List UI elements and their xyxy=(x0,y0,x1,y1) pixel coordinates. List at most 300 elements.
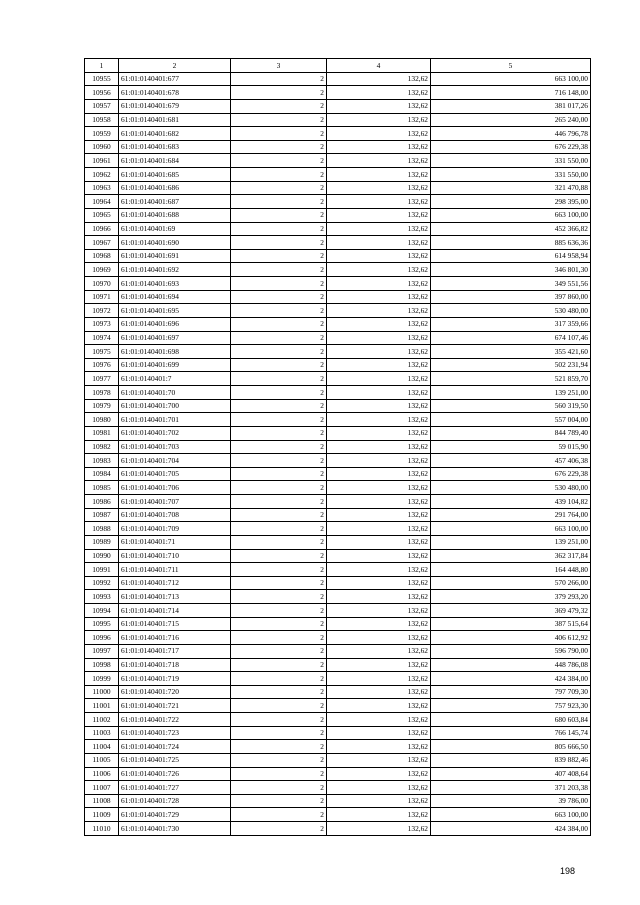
cell-col-3: 2 xyxy=(231,467,327,481)
row-number: 10999 xyxy=(85,672,119,686)
row-number: 10972 xyxy=(85,304,119,318)
table-row xyxy=(85,208,591,222)
cadastral-number: 61:01:0140401:687 xyxy=(119,195,231,209)
cell-col-4: 132,62 xyxy=(327,222,431,236)
cell-col-3: 2 xyxy=(231,317,327,331)
cadastral-number: 61:01:0140401:701 xyxy=(119,413,231,427)
cell-col-4: 132,62 xyxy=(327,440,431,454)
cell-col-4: 132,62 xyxy=(327,672,431,686)
header-col-2: 2 xyxy=(119,59,231,73)
table-row xyxy=(85,413,591,427)
table-row xyxy=(85,672,591,686)
row-number: 10966 xyxy=(85,222,119,236)
cell-col-4: 132,62 xyxy=(327,208,431,222)
cell-col-4: 132,62 xyxy=(327,563,431,577)
cadastral-number: 61:01:0140401:723 xyxy=(119,726,231,740)
cell-col-5: 530 480,00 xyxy=(431,304,591,318)
cell-col-4: 132,62 xyxy=(327,195,431,209)
table-row xyxy=(85,331,591,345)
cell-col-5: 349 551,56 xyxy=(431,277,591,291)
cadastral-number: 61:01:0140401:684 xyxy=(119,154,231,168)
cadastral-number: 61:01:0140401:708 xyxy=(119,508,231,522)
cell-col-4: 132,62 xyxy=(327,454,431,468)
row-number: 10974 xyxy=(85,331,119,345)
cell-col-5: 371 203,38 xyxy=(431,781,591,795)
cadastral-number: 61:01:0140401:686 xyxy=(119,181,231,195)
cell-col-4: 132,62 xyxy=(327,794,431,808)
cell-col-5: 381 017,26 xyxy=(431,99,591,113)
cell-col-5: 331 550,00 xyxy=(431,154,591,168)
cell-col-5: 596 790,00 xyxy=(431,644,591,658)
table-row xyxy=(85,86,591,100)
cell-col-3: 2 xyxy=(231,345,327,359)
row-number: 11008 xyxy=(85,794,119,808)
cell-col-5: 521 859,70 xyxy=(431,372,591,386)
cell-col-4: 132,62 xyxy=(327,331,431,345)
table-row xyxy=(85,426,591,440)
cell-col-3: 2 xyxy=(231,263,327,277)
cell-col-4: 132,62 xyxy=(327,168,431,182)
cell-col-5: 676 229,38 xyxy=(431,467,591,481)
row-number: 10989 xyxy=(85,535,119,549)
cell-col-3: 2 xyxy=(231,495,327,509)
cell-col-4: 132,62 xyxy=(327,154,431,168)
cadastral-number: 61:01:0140401:725 xyxy=(119,753,231,767)
table-row xyxy=(85,454,591,468)
cell-col-4: 132,62 xyxy=(327,263,431,277)
table-row xyxy=(85,508,591,522)
table-row xyxy=(85,263,591,277)
cell-col-3: 2 xyxy=(231,195,327,209)
cell-col-4: 132,62 xyxy=(327,72,431,86)
table-row xyxy=(85,113,591,127)
cadastral-number: 61:01:0140401:714 xyxy=(119,604,231,618)
cell-col-3: 2 xyxy=(231,726,327,740)
table-row xyxy=(85,345,591,359)
cell-col-3: 2 xyxy=(231,304,327,318)
cadastral-number: 61:01:0140401:700 xyxy=(119,399,231,413)
table-row xyxy=(85,713,591,727)
cell-col-3: 2 xyxy=(231,781,327,795)
cell-col-4: 132,62 xyxy=(327,822,431,836)
row-number: 11007 xyxy=(85,781,119,795)
cell-col-3: 2 xyxy=(231,426,327,440)
table-row xyxy=(85,794,591,808)
table-row xyxy=(85,753,591,767)
cell-col-3: 2 xyxy=(231,72,327,86)
cadastral-number: 61:01:0140401:691 xyxy=(119,249,231,263)
cell-col-5: 387 515,64 xyxy=(431,617,591,631)
row-number: 10975 xyxy=(85,345,119,359)
row-number: 10969 xyxy=(85,263,119,277)
row-number: 10957 xyxy=(85,99,119,113)
cadastral-number: 61:01:0140401:683 xyxy=(119,140,231,154)
cadastral-number: 61:01:0140401:715 xyxy=(119,617,231,631)
cell-col-5: 346 801,30 xyxy=(431,263,591,277)
row-number: 10980 xyxy=(85,413,119,427)
cell-col-5: 291 764,00 xyxy=(431,508,591,522)
table-row xyxy=(85,290,591,304)
cell-col-4: 132,62 xyxy=(327,399,431,413)
cell-col-4: 132,62 xyxy=(327,127,431,141)
cell-col-5: 716 148,00 xyxy=(431,86,591,100)
cell-col-5: 457 406,38 xyxy=(431,454,591,468)
cell-col-3: 2 xyxy=(231,549,327,563)
cell-col-3: 2 xyxy=(231,794,327,808)
table-row xyxy=(85,236,591,250)
table-row xyxy=(85,127,591,141)
cell-col-4: 132,62 xyxy=(327,658,431,672)
cell-col-4: 132,62 xyxy=(327,236,431,250)
cell-col-3: 2 xyxy=(231,563,327,577)
cell-col-5: 530 480,00 xyxy=(431,481,591,495)
cell-col-4: 132,62 xyxy=(327,345,431,359)
row-number: 10967 xyxy=(85,236,119,250)
row-number: 10983 xyxy=(85,454,119,468)
row-number: 11010 xyxy=(85,822,119,836)
cell-col-3: 2 xyxy=(231,386,327,400)
cell-col-3: 2 xyxy=(231,99,327,113)
cadastral-number: 61:01:0140401:703 xyxy=(119,440,231,454)
table-row xyxy=(85,726,591,740)
row-number: 10992 xyxy=(85,576,119,590)
row-number: 10959 xyxy=(85,127,119,141)
cadastral-number: 61:01:0140401:713 xyxy=(119,590,231,604)
row-number: 10990 xyxy=(85,549,119,563)
cell-col-3: 2 xyxy=(231,767,327,781)
table-row xyxy=(85,604,591,618)
cadastral-number: 61:01:0140401:71 xyxy=(119,535,231,549)
table-row xyxy=(85,522,591,536)
cell-col-3: 2 xyxy=(231,822,327,836)
row-number: 10987 xyxy=(85,508,119,522)
cell-col-4: 132,62 xyxy=(327,508,431,522)
cell-col-3: 2 xyxy=(231,358,327,372)
cadastral-number: 61:01:0140401:69 xyxy=(119,222,231,236)
cell-col-3: 2 xyxy=(231,290,327,304)
cell-col-3: 2 xyxy=(231,576,327,590)
cell-col-4: 132,62 xyxy=(327,467,431,481)
cadastral-number: 61:01:0140401:705 xyxy=(119,467,231,481)
table-row xyxy=(85,658,591,672)
row-number: 10991 xyxy=(85,563,119,577)
cell-col-3: 2 xyxy=(231,672,327,686)
row-number: 10962 xyxy=(85,168,119,182)
cell-col-5: 369 479,32 xyxy=(431,604,591,618)
cell-col-4: 132,62 xyxy=(327,644,431,658)
cell-col-4: 132,62 xyxy=(327,386,431,400)
cell-col-4: 132,62 xyxy=(327,358,431,372)
cell-col-4: 132,62 xyxy=(327,372,431,386)
cell-col-5: 379 293,20 xyxy=(431,590,591,604)
cell-col-4: 132,62 xyxy=(327,495,431,509)
cell-col-4: 132,62 xyxy=(327,317,431,331)
table-row xyxy=(85,222,591,236)
row-number: 10977 xyxy=(85,372,119,386)
cell-col-4: 132,62 xyxy=(327,535,431,549)
cell-col-3: 2 xyxy=(231,113,327,127)
cell-col-4: 132,62 xyxy=(327,522,431,536)
cell-col-3: 2 xyxy=(231,86,327,100)
row-number: 11009 xyxy=(85,808,119,822)
cell-col-3: 2 xyxy=(231,590,327,604)
cadastral-number: 61:01:0140401:716 xyxy=(119,631,231,645)
table-row xyxy=(85,399,591,413)
cell-col-5: 560 319,50 xyxy=(431,399,591,413)
header-row xyxy=(85,59,591,73)
cadastral-number: 61:01:0140401:707 xyxy=(119,495,231,509)
cadastral-number: 61:01:0140401:695 xyxy=(119,304,231,318)
cadastral-number: 61:01:0140401:717 xyxy=(119,644,231,658)
cell-col-4: 132,62 xyxy=(327,86,431,100)
table-row xyxy=(85,563,591,577)
table-row xyxy=(85,249,591,263)
cell-col-3: 2 xyxy=(231,127,327,141)
row-number: 11004 xyxy=(85,740,119,754)
row-number: 10956 xyxy=(85,86,119,100)
row-number: 10976 xyxy=(85,358,119,372)
row-number: 11005 xyxy=(85,753,119,767)
row-number: 10993 xyxy=(85,590,119,604)
table-row xyxy=(85,549,591,563)
cadastral-number: 61:01:0140401:709 xyxy=(119,522,231,536)
table-row xyxy=(85,181,591,195)
table-row xyxy=(85,699,591,713)
row-number: 10984 xyxy=(85,467,119,481)
cell-col-3: 2 xyxy=(231,808,327,822)
cell-col-3: 2 xyxy=(231,440,327,454)
cadastral-number: 61:01:0140401:677 xyxy=(119,72,231,86)
row-number: 10955 xyxy=(85,72,119,86)
cell-col-3: 2 xyxy=(231,222,327,236)
table-row xyxy=(85,781,591,795)
cell-col-3: 2 xyxy=(231,140,327,154)
cell-col-3: 2 xyxy=(231,481,327,495)
cell-col-5: 355 421,60 xyxy=(431,345,591,359)
cell-col-4: 132,62 xyxy=(327,617,431,631)
cadastral-number: 61:01:0140401:681 xyxy=(119,113,231,127)
cadastral-number: 61:01:0140401:70 xyxy=(119,386,231,400)
row-number: 11001 xyxy=(85,699,119,713)
cell-col-5: 139 251,00 xyxy=(431,535,591,549)
cell-col-5: 797 709,30 xyxy=(431,685,591,699)
row-number: 10960 xyxy=(85,140,119,154)
cell-col-3: 2 xyxy=(231,535,327,549)
cell-col-5: 680 603,84 xyxy=(431,713,591,727)
cadastral-number: 61:01:0140401:693 xyxy=(119,277,231,291)
table-row xyxy=(85,154,591,168)
cell-col-3: 2 xyxy=(231,454,327,468)
cell-col-4: 132,62 xyxy=(327,413,431,427)
row-number: 10997 xyxy=(85,644,119,658)
cell-col-3: 2 xyxy=(231,249,327,263)
cell-col-3: 2 xyxy=(231,154,327,168)
row-number: 10981 xyxy=(85,426,119,440)
cadastral-number: 61:01:0140401:690 xyxy=(119,236,231,250)
cell-col-3: 2 xyxy=(231,236,327,250)
cell-col-4: 132,62 xyxy=(327,726,431,740)
cell-col-3: 2 xyxy=(231,644,327,658)
cell-col-4: 132,62 xyxy=(327,590,431,604)
cell-col-4: 132,62 xyxy=(327,604,431,618)
cell-col-5: 298 395,00 xyxy=(431,195,591,209)
cell-col-3: 2 xyxy=(231,604,327,618)
table-row xyxy=(85,140,591,154)
header-col-5: 5 xyxy=(431,59,591,73)
table-row xyxy=(85,576,591,590)
cadastral-number: 61:01:0140401:730 xyxy=(119,822,231,836)
cell-col-3: 2 xyxy=(231,331,327,345)
table-row xyxy=(85,644,591,658)
cell-col-4: 132,62 xyxy=(327,113,431,127)
cell-col-5: 663 100,00 xyxy=(431,808,591,822)
table-row xyxy=(85,495,591,509)
row-number: 10963 xyxy=(85,181,119,195)
table-row xyxy=(85,372,591,386)
cell-col-3: 2 xyxy=(231,658,327,672)
cadastral-number: 61:01:0140401:696 xyxy=(119,317,231,331)
header-col-1: 1 xyxy=(85,59,119,73)
cell-col-4: 132,62 xyxy=(327,99,431,113)
cell-col-3: 2 xyxy=(231,181,327,195)
cell-col-3: 2 xyxy=(231,372,327,386)
cell-col-4: 132,62 xyxy=(327,740,431,754)
cell-col-4: 132,62 xyxy=(327,753,431,767)
cadastral-number: 61:01:0140401:722 xyxy=(119,713,231,727)
cell-col-5: 570 266,00 xyxy=(431,576,591,590)
cell-col-3: 2 xyxy=(231,277,327,291)
cadastral-number: 61:01:0140401:719 xyxy=(119,672,231,686)
table-row xyxy=(85,195,591,209)
cell-col-5: 446 796,78 xyxy=(431,127,591,141)
cell-col-4: 132,62 xyxy=(327,781,431,795)
cell-col-4: 132,62 xyxy=(327,304,431,318)
row-number: 10979 xyxy=(85,399,119,413)
cell-col-3: 2 xyxy=(231,617,327,631)
cell-col-5: 164 448,80 xyxy=(431,563,591,577)
table-row xyxy=(85,685,591,699)
cell-col-5: 317 359,66 xyxy=(431,317,591,331)
cell-col-3: 2 xyxy=(231,713,327,727)
cell-col-5: 331 550,00 xyxy=(431,168,591,182)
row-number: 10968 xyxy=(85,249,119,263)
cell-col-4: 132,62 xyxy=(327,767,431,781)
cell-col-5: 663 100,00 xyxy=(431,72,591,86)
cell-col-3: 2 xyxy=(231,413,327,427)
cell-col-3: 2 xyxy=(231,168,327,182)
cell-col-5: 614 958,94 xyxy=(431,249,591,263)
cadastral-number: 61:01:0140401:726 xyxy=(119,767,231,781)
cell-col-3: 2 xyxy=(231,685,327,699)
cadastral-number: 61:01:0140401:682 xyxy=(119,127,231,141)
table-row xyxy=(85,386,591,400)
cell-col-3: 2 xyxy=(231,399,327,413)
cell-col-3: 2 xyxy=(231,631,327,645)
cell-col-4: 132,62 xyxy=(327,181,431,195)
row-number: 11000 xyxy=(85,685,119,699)
cadastral-number: 61:01:0140401:721 xyxy=(119,699,231,713)
row-number: 10970 xyxy=(85,277,119,291)
cadastral-number: 61:01:0140401:711 xyxy=(119,563,231,577)
cell-col-4: 132,62 xyxy=(327,549,431,563)
row-number: 10986 xyxy=(85,495,119,509)
table-body xyxy=(85,72,591,835)
row-number: 10973 xyxy=(85,317,119,331)
cadastral-number: 61:01:0140401:704 xyxy=(119,454,231,468)
cell-col-5: 663 100,00 xyxy=(431,208,591,222)
cadastral-number: 61:01:0140401:678 xyxy=(119,86,231,100)
cell-col-5: 502 231,94 xyxy=(431,358,591,372)
cadastral-number: 61:01:0140401:685 xyxy=(119,168,231,182)
row-number: 10958 xyxy=(85,113,119,127)
table-row xyxy=(85,277,591,291)
cell-col-4: 132,62 xyxy=(327,140,431,154)
cadastral-number: 61:01:0140401:727 xyxy=(119,781,231,795)
table-row xyxy=(85,99,591,113)
row-number: 10988 xyxy=(85,522,119,536)
cadastral-number: 61:01:0140401:724 xyxy=(119,740,231,754)
cell-col-5: 439 104,82 xyxy=(431,495,591,509)
cadastral-number: 61:01:0140401:728 xyxy=(119,794,231,808)
cell-col-3: 2 xyxy=(231,753,327,767)
cell-col-4: 132,62 xyxy=(327,249,431,263)
table-row xyxy=(85,304,591,318)
cell-col-5: 557 004,00 xyxy=(431,413,591,427)
cell-col-4: 132,62 xyxy=(327,685,431,699)
cell-col-4: 132,62 xyxy=(327,713,431,727)
table-row xyxy=(85,440,591,454)
cell-col-3: 2 xyxy=(231,508,327,522)
cell-col-4: 132,62 xyxy=(327,631,431,645)
cadastral-number: 61:01:0140401:697 xyxy=(119,331,231,345)
cadastral-number: 61:01:0140401:699 xyxy=(119,358,231,372)
cell-col-5: 397 860,00 xyxy=(431,290,591,304)
cell-col-5: 676 229,38 xyxy=(431,140,591,154)
cell-col-4: 132,62 xyxy=(327,277,431,291)
cell-col-4: 132,62 xyxy=(327,426,431,440)
cadastral-number: 61:01:0140401:702 xyxy=(119,426,231,440)
table-row xyxy=(85,631,591,645)
table-row xyxy=(85,590,591,604)
cell-col-5: 757 923,30 xyxy=(431,699,591,713)
cadastral-number: 61:01:0140401:698 xyxy=(119,345,231,359)
cell-col-4: 132,62 xyxy=(327,481,431,495)
cell-col-4: 132,62 xyxy=(327,699,431,713)
cadastral-number: 61:01:0140401:729 xyxy=(119,808,231,822)
cell-col-4: 132,62 xyxy=(327,808,431,822)
cell-col-5: 674 107,46 xyxy=(431,331,591,345)
table-row xyxy=(85,617,591,631)
table-row xyxy=(85,808,591,822)
row-number: 10994 xyxy=(85,604,119,618)
cell-col-4: 132,62 xyxy=(327,576,431,590)
table-row xyxy=(85,358,591,372)
cadastral-number: 61:01:0140401:692 xyxy=(119,263,231,277)
row-number: 10971 xyxy=(85,290,119,304)
cell-col-3: 2 xyxy=(231,522,327,536)
row-number: 10978 xyxy=(85,386,119,400)
cell-col-5: 321 470,88 xyxy=(431,181,591,195)
cadastral-number: 61:01:0140401:688 xyxy=(119,208,231,222)
table-row xyxy=(85,467,591,481)
table-header xyxy=(85,59,591,73)
header-col-4: 4 xyxy=(327,59,431,73)
cadastral-number: 61:01:0140401:694 xyxy=(119,290,231,304)
row-number: 10964 xyxy=(85,195,119,209)
cell-col-5: 59 015,90 xyxy=(431,440,591,454)
cell-col-3: 2 xyxy=(231,699,327,713)
row-number: 11002 xyxy=(85,713,119,727)
